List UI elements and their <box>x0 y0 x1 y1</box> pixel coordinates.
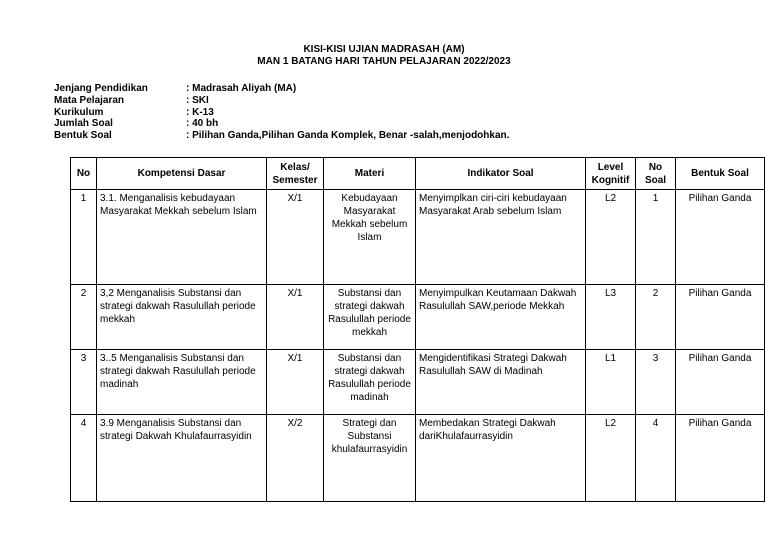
cell-level: L1 <box>586 350 636 415</box>
header-no: No <box>71 158 97 190</box>
cell-kompetensi: 3.1. Menganalisis kebudayaan Masyarakat Mekkah sebelum Islam <box>97 190 267 285</box>
exam-info <box>54 83 509 142</box>
header-nosoal-line1: No <box>648 161 663 173</box>
header-kelas-line2: Semester <box>272 174 318 186</box>
header-kelas <box>267 158 324 190</box>
table-row <box>71 285 765 350</box>
info-label: Jumlah Soal <box>54 118 113 130</box>
table-header-row <box>71 158 765 190</box>
cell-indikator: Mengidentifikasi Strategi Dakwah Rasulullah SAW di Madinah <box>416 350 586 415</box>
header-no-soal <box>636 158 676 190</box>
info-value: : K-13 <box>186 106 214 118</box>
cell-kompetensi: 3.9 Menganalisis Substansi dan strategi Dakwah Khulafaurrasyidin <box>97 415 267 502</box>
header-nosoal-line2: Soal <box>644 174 667 186</box>
cell-bentuk: Pilihan Ganda <box>676 350 765 415</box>
cell-indikator: Menyimpulkan Keutamaan Dakwah Rasulullah SAW,periode Mekkah <box>416 285 586 350</box>
info-kurikulum <box>54 107 509 119</box>
cell-no-soal: 2 <box>636 285 676 350</box>
kisi-kisi-table <box>70 157 765 502</box>
cell-no: 2 <box>71 285 97 350</box>
cell-materi: Strategi dan Substansi khulafaurrasyidin <box>324 415 416 502</box>
cell-bentuk: Pilihan Ganda <box>676 415 765 502</box>
cell-no-soal: 4 <box>636 415 676 502</box>
cell-indikator: Menyimplkan ciri-ciri kebudayaan Masyarakat Arab sebelum Islam <box>416 190 586 285</box>
cell-kelas: X/1 <box>267 350 324 415</box>
cell-no-soal: 3 <box>636 350 676 415</box>
cell-no: 4 <box>71 415 97 502</box>
info-value: : SKI <box>186 94 209 106</box>
header-indikator: Indikator Soal <box>416 158 586 190</box>
header-kompetensi: Kompetensi Dasar <box>97 158 267 190</box>
table-row <box>71 415 765 502</box>
info-value: : Madrasah Aliyah (MA) <box>186 83 297 94</box>
cell-kelas: X/2 <box>267 415 324 502</box>
cell-level: L2 <box>586 190 636 285</box>
info-label: Kurikulum <box>54 106 104 118</box>
cell-materi: Substansi dan strategi dakwah Rasulullah periode mekkah <box>324 285 416 350</box>
cell-level: L2 <box>586 415 636 502</box>
cell-kompetensi: 3,2 Menganalisis Substansi dan strategi dakwah Rasulullah periode mekkah <box>97 285 267 350</box>
info-label: Jenjang Pendidikan <box>54 83 148 94</box>
cell-materi: Substansi dan strategi dakwah Rasulullah periode madinah <box>324 350 416 415</box>
info-label: Mata Pelajaran <box>54 94 125 106</box>
cell-kompetensi: 3..5 Menganalisis Substansi dan strategi dakwah Rasulullah periode madinah <box>97 350 267 415</box>
cell-kelas: X/1 <box>267 190 324 285</box>
cell-indikator: Membedakan Strategi Dakwah dariKhulafaurrasyidin <box>416 415 586 502</box>
document-subtitle: MAN 1 BATANG HARI TAHUN PELAJARAN 2022/2023 <box>257 56 511 67</box>
info-label: Bentuk Soal <box>54 130 112 142</box>
cell-no-soal: 1 <box>636 190 676 285</box>
header-kelas-line1: Kelas/ <box>280 161 310 173</box>
header-level-line1: Level <box>597 161 624 173</box>
document-title: KISI-KISI UJIAN MADRASAH (AM) <box>303 44 465 55</box>
cell-bentuk: Pilihan Ganda <box>676 285 765 350</box>
info-jenjang <box>54 83 509 95</box>
info-jumlah-soal <box>54 118 509 130</box>
table-row <box>71 190 765 285</box>
info-value: : Pilihan Ganda,Pilihan Ganda Komplek, Benar -salah,menjodohkan. <box>186 130 510 142</box>
header-bentuk: Bentuk Soal <box>676 158 765 190</box>
cell-materi: Kebudayaan Masyarakat Mekkah sebelum Islam <box>324 190 416 285</box>
cell-no: 3 <box>71 350 97 415</box>
table-row <box>71 350 765 415</box>
header-level <box>586 158 636 190</box>
info-value: : 40 bh <box>186 118 219 130</box>
cell-bentuk: Pilihan Ganda <box>676 190 765 285</box>
cell-kelas: X/1 <box>267 285 324 350</box>
cell-level: L3 <box>586 285 636 350</box>
header-materi: Materi <box>324 158 416 190</box>
info-bentuk-soal <box>54 130 509 142</box>
header-level-line2: Kognitif <box>591 174 630 186</box>
info-mata-pelajaran <box>54 95 509 107</box>
cell-no: 1 <box>71 190 97 285</box>
